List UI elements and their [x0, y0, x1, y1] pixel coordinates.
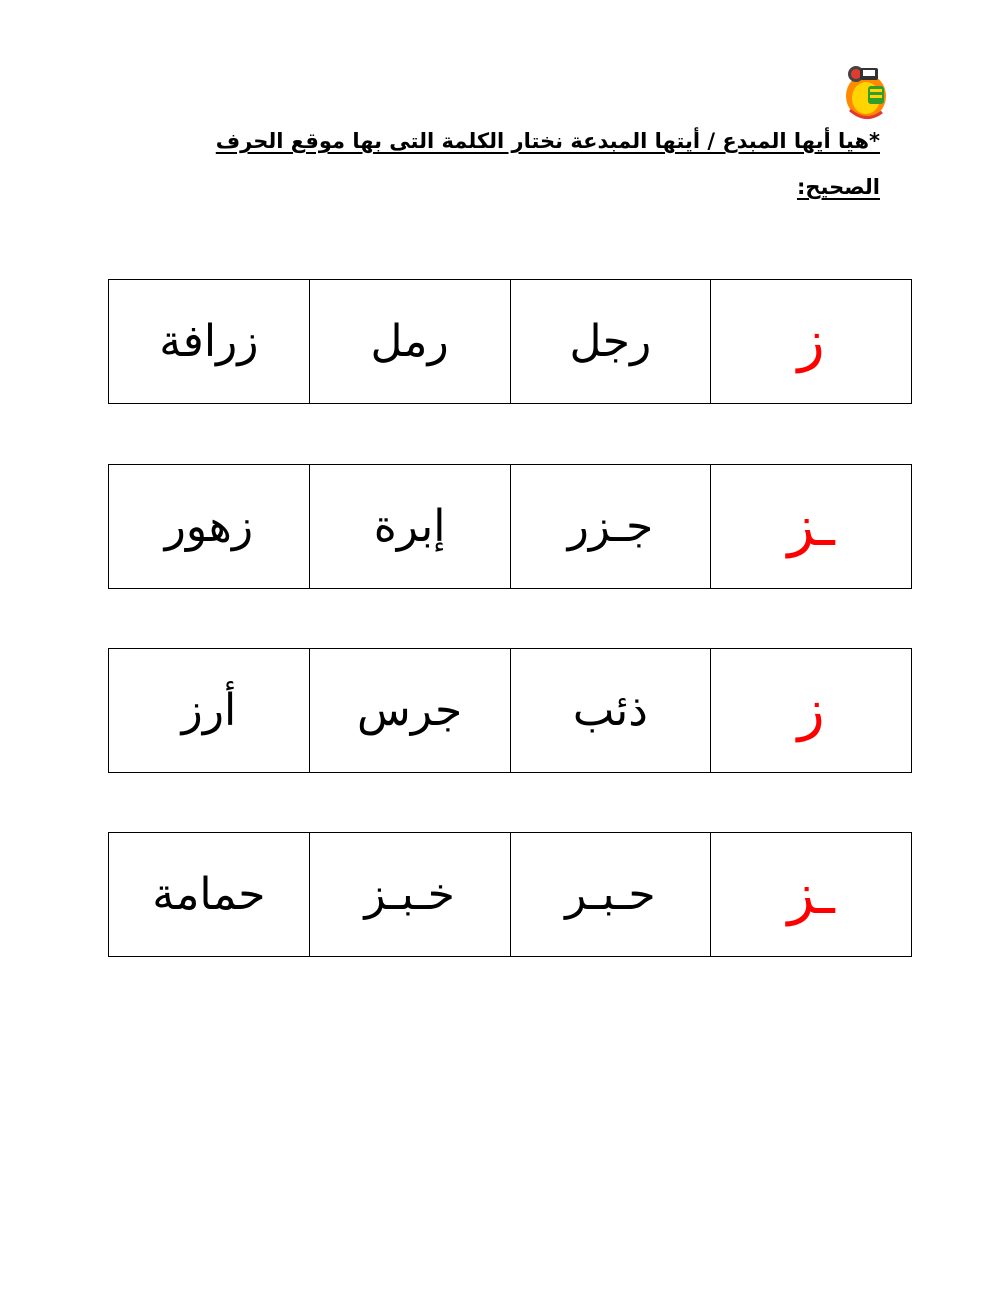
letter-row-4: [108, 832, 912, 957]
word-option[interactable]: رجل: [510, 280, 711, 404]
letter-row-2: [108, 464, 912, 589]
target-letter: ـز: [711, 465, 912, 589]
word-option[interactable]: زهور: [109, 465, 310, 589]
target-letter: ز: [711, 280, 912, 404]
letter-row-1: [108, 279, 912, 404]
word-option[interactable]: حـبـر: [510, 833, 711, 957]
target-letter: ز: [711, 649, 912, 773]
word-option[interactable]: إبرة: [309, 465, 510, 589]
word-option[interactable]: زرافة: [109, 280, 310, 404]
word-option[interactable]: حمامة: [109, 833, 310, 957]
mascot-logo-icon: [838, 62, 894, 122]
word-option[interactable]: خـبـز: [309, 833, 510, 957]
target-letter: ـز: [711, 833, 912, 957]
word-option[interactable]: جـزر: [510, 465, 711, 589]
word-option[interactable]: جرس: [309, 649, 510, 773]
letter-row-3: [108, 648, 912, 773]
word-option[interactable]: رمل: [309, 280, 510, 404]
word-option[interactable]: أرز: [109, 649, 310, 773]
word-option[interactable]: ذئب: [510, 649, 711, 773]
instruction-heading: *هيا أيها المبدع / أيتها المبدعة نختار الكلمة التى بها موقع الحرف الصحيح:: [215, 129, 880, 199]
